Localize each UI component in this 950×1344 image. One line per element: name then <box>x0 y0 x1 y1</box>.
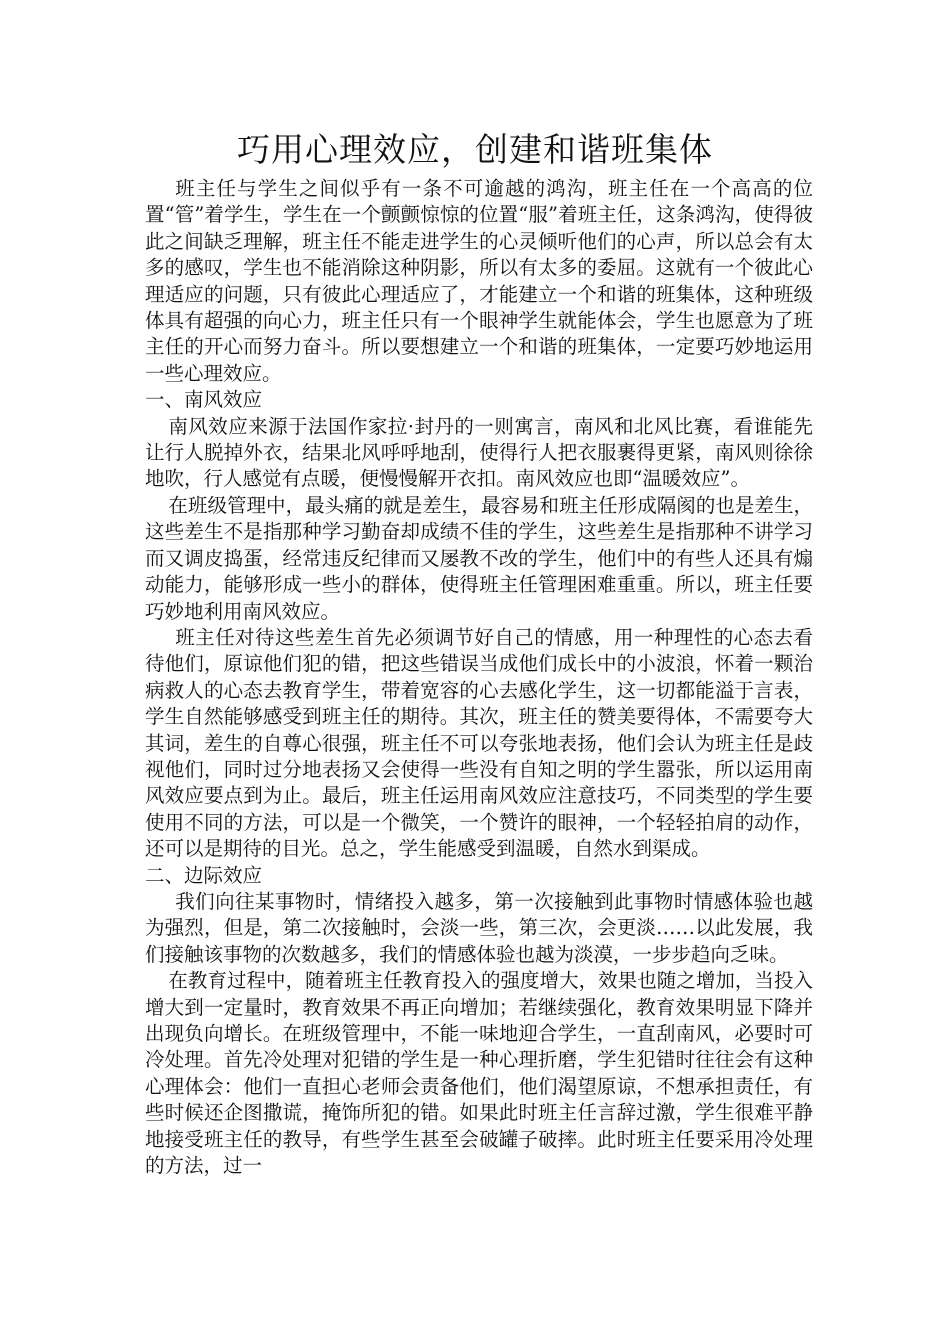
document-body <box>145 176 813 1179</box>
paragraph-treating-students: 班主任对待这些差生首先必须调节好自己的情感，用一种理性的心态去看待他们，原谅他们犯的错，把这些错误当成他们成长中的小波浪，怀着一颗治病救人的心态去教育学生，带着宽容的心去感化学生，这一切都能溢于言表，学生自然能够感受到班主任的期待。其次，班主任的赞美要得体，不需要夸大其词，差生的自尊心很强，班主任不可以夸张地表扬，他们会认为班主任是歧视他们，同时过分地表扬又会使得一些没有自知之明的学生嚣张，所以运用南风效应要点到为止。最后，班主任运用南风效应注意技巧，不同类型的学生要使用不同的方法，可以是一个微笑，一个赞许的眼神，一个轻轻拍肩的动作，还可以是期待的目光。总之，学生能感受到温暖，自然水到渠成。 <box>145 625 813 861</box>
page-title: 巧用心理效应，创建和谐班集体 <box>237 130 713 169</box>
section-heading-marginal-effect: 二、边际效应 <box>145 863 263 887</box>
paragraph-intro: 班主任与学生之间似乎有一条不可逾越的鸿沟，班主任在一个高高的位置“管”着学生，学生在一个颤颤惊惊的位置“服”着班主任，这条鸿沟，使得彼此之间缺乏理解，班主任不能走进学生的心灵倾听他们的心声，所以总会有太多的感叹，学生也不能消除这种阴影，所以有太多的委屈。这就有一个彼此心理适应的问题，只有彼此心理适应了，才能建立一个和谐的班集体，这种班级体具有超强的向心力，班主任只有一个眼神学生就能体会，学生也愿意为了班主任的开心而努力奋斗。所以要想建立一个和谐的班集体，一定要巧妙地运用一些心理效应。 <box>145 177 813 385</box>
section-heading-south-wind: 一、南风效应 <box>145 388 263 412</box>
paragraph-class-management: 在班级管理中，最头痛的就是差生，最容易和班主任形成隔阂的也是差生，这些差生不是指那种学习勤奋却成绩不佳的学生，这些差生是指那种不讲学习而又调皮捣蛋，经常违反纪律而又屡教不改的学生，他们中的有些人还具有煽动能力，能够形成一些小的群体，使得班主任管理困难重重。所以，班主任要巧妙地利用南风效应。 <box>145 493 813 623</box>
paragraph-education-process: 在教育过程中，随着班主任教育投入的强度增大，效果也随之增加，当投入增大到一定量时，教育效果不再正向增加；若继续强化，教育效果明显下降并出现负向增长。在班级管理中，不能一味地迎合学生，一直刮南风，必要时可冷处理。首先冷处理对犯错的学生是一种心理折磨，学生犯错时往往会有这种心理体会：他们一直担心老师会责备他们，他们渴望原谅，不想承担责任，有些时候还企图撒谎，掩饰所犯的错。如果此时班主任言辞过激，学生很难平静地接受班主任的教导，有些学生甚至会破罐子破摔。此时班主任要采用冷处理的方法，过一 <box>145 969 813 1178</box>
paragraph-south-wind-origin: 南风效应来源于法国作家拉·封丹的一则寓言，南风和北风比赛，看谁能先让行人脱掉外衣，结果北风呼呼地刮，使得行人把衣服裹得更紧，南风则徐徐地吹，行人感觉有点暖，便慢慢解开衣扣。南风效应也即“温暖效应”。 <box>145 414 813 491</box>
paragraph-marginal-definition: 我们向往某事物时，情绪投入越多，第一次接触到此事物时情感体验也越为强烈，但是，第二次接触时，会淡一些，第三次，会更淡……以此发展，我们接触该事物的次数越多，我们的情感体验也越为淡漠，一步步趋向乏味。 <box>145 889 813 966</box>
